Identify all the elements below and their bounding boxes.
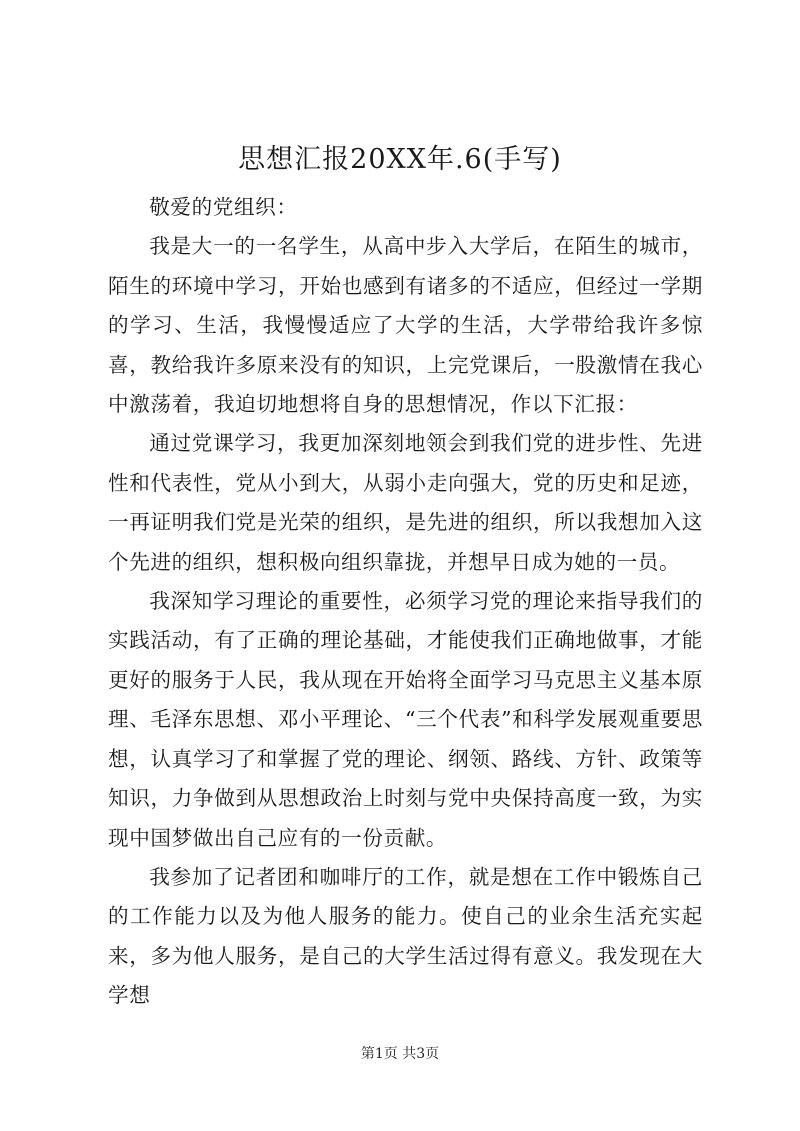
paragraph: 我是大一的一名学生，从高中步入大学后，在陌生的城市，陌生的环境中学习，开始也感到有诸多的不适应，但经过一学期的学习、生活，我慢慢适应了大学的生活，大学带给我许多惊喜，教给我许多原来没有的知识，上完党课后，一股激情在我心中激荡着，我迫切地想将自身的思想情况，作以下汇报： <box>108 234 703 417</box>
document-body <box>108 188 703 1016</box>
paragraph: 我参加了记者团和咖啡厅的工作，就是想在工作中锻炼自己的工作能力以及为他人服务的能力。使自己的业余生活充实起来，多为他人服务，是自己的大学生活过得有意义。我发现在大学想 <box>108 864 703 1008</box>
paragraph: 通过党课学习，我更加深刻地领会到我们党的进步性、先进性和代表性，党从小到大，从弱小走向强大，党的历史和足迹，一再证明我们党是光荣的组织，是先进的组织，所以我想加入这个先进的组织，想积极向组织靠拢，并想早日成为她的一员。 <box>108 431 703 574</box>
page-footer: 第1页 共3页 <box>360 1046 440 1062</box>
paragraph: 我深知学习理论的重要性，必须学习党的理论来指导我们的实践活动，有了正确的理论基础，才能使我们正确地做事，才能更好的服务于人民，我从现在开始将全面学习马克思主义基本原理、毛泽东思想、邓小平理论、“三个代表”和科学发展观重要思想，认真学习了和掌握了党的理论、纲领、路线、方针、政策等知识，力争做到从思想政治上时刻与党中央保持高度一致，为实现中国梦做出自己应有的一份贡献。 <box>108 589 703 850</box>
salutation: 敬爱的党组织： <box>149 195 298 219</box>
page-title: 思想汇报20XX年.6(手写) <box>238 144 562 175</box>
